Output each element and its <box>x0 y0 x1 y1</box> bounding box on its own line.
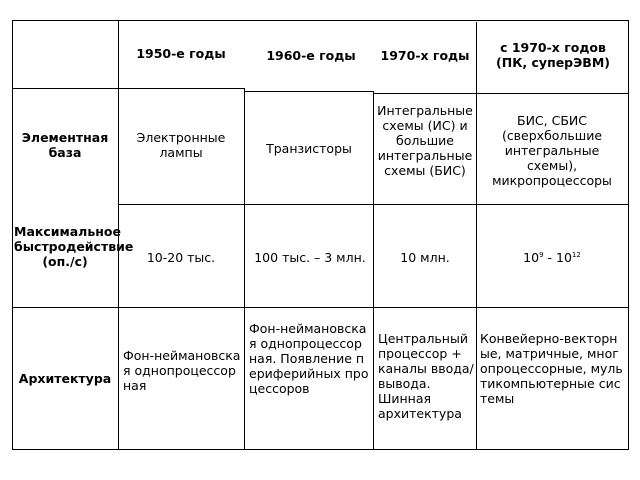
cell-max-speed-1950s: 10-20 тыс. <box>146 250 216 265</box>
cell-architecture-since-1970s: Конвейерно-векторные, матричные, многопроцессорные, мультикомпьютерные системы <box>480 331 623 406</box>
header-1950s: 1950-е годы <box>136 46 226 61</box>
cell-max-speed-1970s: 10 млн. <box>400 250 450 265</box>
row-label-element-base: Элементная база <box>21 130 109 160</box>
row-label-max-speed: Максимальное быстродействие (оп./с) <box>14 224 134 269</box>
cell-element-base-since-1970s: БИС, СБИС (сверхбольшие интегральные схемы), микропроцессоры <box>492 113 612 188</box>
cell-max-speed-since-1970s: $10^9 - 10^{12}$ <box>523 250 581 265</box>
cell-element-base-1960s: Транзисторы <box>266 141 352 156</box>
cell-element-base-1950s: Электронные лампы <box>136 130 226 160</box>
cell-architecture-1960s: Фон-неймановская однопроцессорная. Появление периферийных процессоров <box>249 321 369 396</box>
cell-architecture-1950s: Фон-неймановская однопроцессорная <box>123 348 241 393</box>
header-1970s: 1970-х годы <box>380 48 470 63</box>
cell-architecture-1970s: Центральный процессор + каналы ввода/вывода. Шинная архитектура <box>378 331 474 421</box>
cell-element-base-1970s: Интегральные схемы (ИС) и большие интегральные схемы (БИС) <box>377 103 473 178</box>
cell-max-speed-1960s: 100 тыс. – 3 млн. <box>254 250 366 265</box>
header-1960s: 1960-е годы <box>266 48 356 63</box>
row-label-architecture: Архитектура <box>18 371 112 386</box>
header-since-1970s: с 1970-х годов (ПК, суперЭВМ) <box>496 40 610 70</box>
